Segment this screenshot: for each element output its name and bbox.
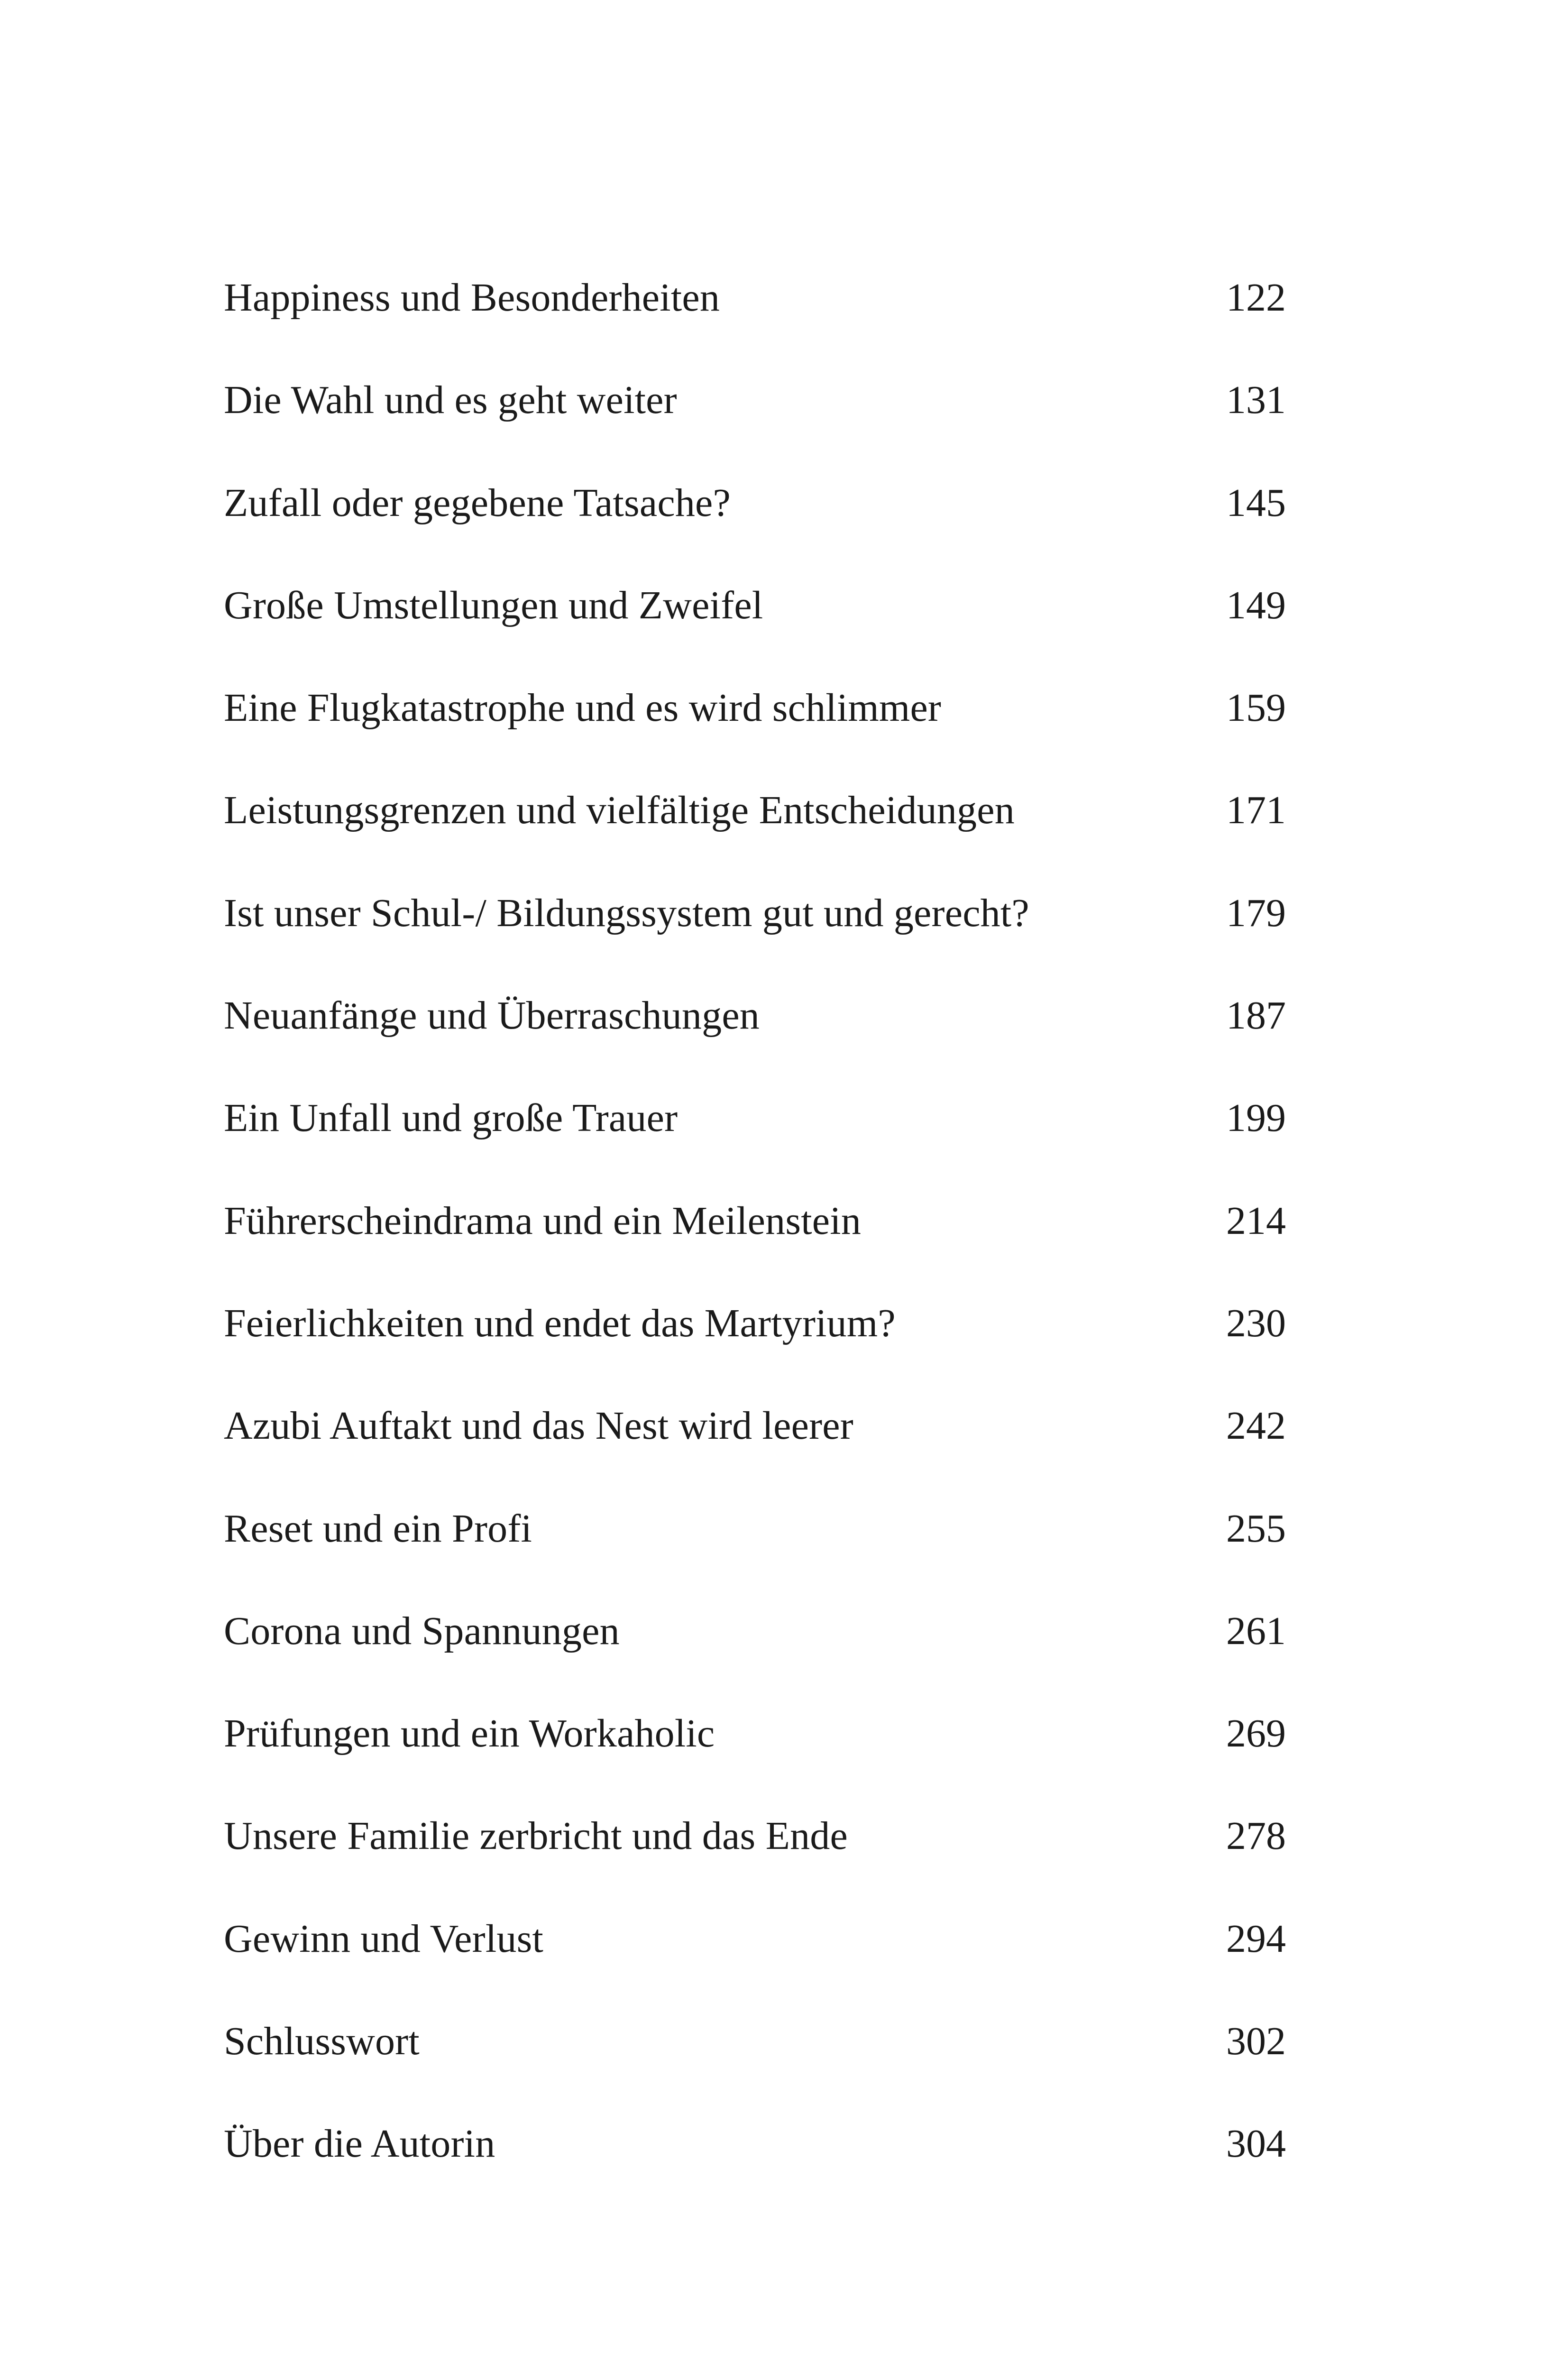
toc-entry xyxy=(224,1487,1286,1590)
toc-entry-title: Corona und Spannungen xyxy=(224,1608,620,1653)
toc-entry xyxy=(224,769,1286,871)
toc-entry xyxy=(224,1692,1286,1794)
toc-entry xyxy=(224,1590,1286,1692)
toc-entry xyxy=(224,358,1286,461)
toc-entry-title: Neuanfänge und Überraschungen xyxy=(224,993,760,1038)
toc-entry-title: Feierlichkeiten und endet das Martyrium? xyxy=(224,1301,896,1345)
toc-entry-title: Azubi Auftakt und das Nest wird leerer xyxy=(224,1404,853,1448)
toc-entry-title: Ist unser Schul-/ Bildungssystem gut und gerecht? xyxy=(224,891,1029,935)
toc-entry xyxy=(224,2000,1286,2102)
toc-entry-page-number: 131 xyxy=(1226,378,1286,423)
toc-entry-page-number: 261 xyxy=(1226,1608,1286,1653)
toc-entry-title: Große Umstellungen und Zweifel xyxy=(224,583,763,627)
toc-entry xyxy=(224,461,1286,564)
toc-entry-page-number: 159 xyxy=(1226,686,1286,730)
toc-entry-title: Schlusswort xyxy=(224,2019,420,2064)
toc-entry xyxy=(224,2102,1286,2205)
toc-entry xyxy=(224,666,1286,769)
toc-entry-title: Happiness und Besonderheiten xyxy=(224,276,720,320)
toc-entry-title: Prüfungen und ein Workaholic xyxy=(224,1711,715,1756)
toc-entry xyxy=(224,1794,1286,1897)
toc-entry-page-number: 122 xyxy=(1226,276,1286,320)
toc-entry-page-number: 278 xyxy=(1226,1814,1286,1858)
toc-entry-page-number: 179 xyxy=(1226,891,1286,935)
toc-entry xyxy=(224,974,1286,1076)
toc-entry xyxy=(224,1179,1286,1282)
toc-entry-page-number: 294 xyxy=(1226,1916,1286,1961)
toc-entry xyxy=(224,1897,1286,2000)
toc-entry xyxy=(224,256,1286,358)
toc-entry-title: Ein Unfall und große Trauer xyxy=(224,1096,678,1140)
toc-entry-page-number: 171 xyxy=(1226,788,1286,833)
toc-entry-page-number: 304 xyxy=(1226,2122,1286,2166)
toc-entry-title: Leistungsgrenzen und vielfältige Entscheidungen xyxy=(224,788,1015,833)
toc-entry-page-number: 255 xyxy=(1226,1506,1286,1551)
toc-entry-page-number: 149 xyxy=(1226,583,1286,627)
toc-entry-page-number: 269 xyxy=(1226,1711,1286,1756)
toc-entry xyxy=(224,1076,1286,1179)
toc-entry xyxy=(224,564,1286,666)
toc-entry-title: Gewinn und Verlust xyxy=(224,1916,544,1961)
toc-entry xyxy=(224,1384,1286,1487)
toc-entry-title: Unsere Familie zerbricht und das Ende xyxy=(224,1814,848,1858)
toc-entry-title: Zufall oder gegebene Tatsache? xyxy=(224,480,731,525)
table-of-contents xyxy=(224,256,1286,2205)
toc-entry xyxy=(224,872,1286,974)
toc-entry-title: Eine Flugkatastrophe und es wird schlimmer xyxy=(224,686,942,730)
toc-entry-page-number: 302 xyxy=(1226,2019,1286,2064)
toc-entry xyxy=(224,1282,1286,1384)
toc-entry-page-number: 145 xyxy=(1226,480,1286,525)
toc-entry-title: Führerscheindrama und ein Meilenstein xyxy=(224,1198,862,1243)
toc-entry-page-number: 199 xyxy=(1226,1096,1286,1140)
toc-entry-page-number: 187 xyxy=(1226,993,1286,1038)
toc-entry-title: Reset und ein Profi xyxy=(224,1506,532,1551)
toc-entry-title: Die Wahl und es geht weiter xyxy=(224,378,677,423)
toc-entry-page-number: 230 xyxy=(1226,1301,1286,1345)
toc-entry-page-number: 214 xyxy=(1226,1198,1286,1243)
toc-entry-page-number: 242 xyxy=(1226,1404,1286,1448)
toc-entry-title: Über die Autorin xyxy=(224,2122,495,2166)
